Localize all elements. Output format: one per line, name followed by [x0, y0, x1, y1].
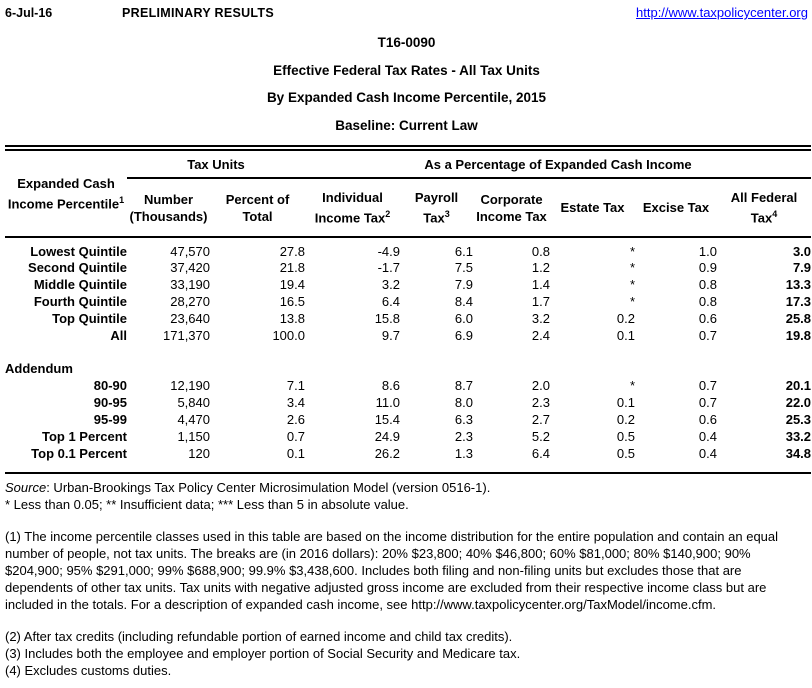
value-cell: 7.5 — [454, 260, 473, 275]
value-cell: 0.7 — [698, 328, 717, 343]
value-cell: 6.0 — [454, 311, 473, 326]
value-cell: 0.5 — [616, 429, 635, 444]
value-cell: 13.3 — [785, 277, 812, 292]
value-cell: * — [629, 378, 635, 393]
value-cell: 1.7 — [531, 294, 550, 309]
col-header-corporate-income-tax: Corporate Income Tax — [473, 178, 550, 237]
value-cell: 17.3 — [785, 294, 812, 309]
value-cell: 0.2 — [616, 412, 635, 427]
value-cell: 33,190 — [170, 277, 210, 292]
value-cell: 0.7 — [286, 429, 305, 444]
table-row-middle-quintile — [5, 276, 811, 293]
value-cell: 1,150 — [177, 429, 210, 444]
group-header-percentage-of-eci: As a Percentage of Expanded Cash Income — [305, 151, 811, 178]
footnote-4: (4) Excludes customs duties. — [5, 663, 172, 678]
footnote-3: (3) Includes both the employee and employer portion of Social Security and Medicare tax. — [5, 646, 521, 661]
value-cell: 2.3 — [454, 429, 473, 444]
value-cell: 0.1 — [286, 446, 305, 461]
col-header-payroll-tax: Payroll Tax$^3$ — [400, 178, 473, 237]
value-cell: 0.2 — [616, 311, 635, 326]
table-number-title: T16-0090 — [377, 35, 436, 50]
value-cell: 2.7 — [531, 412, 550, 427]
value-cell: 5,840 — [177, 395, 210, 410]
value-cell: 47,570 — [170, 244, 210, 259]
value-cell: 120 — [188, 446, 210, 461]
value-cell: 11.0 — [375, 395, 400, 410]
value-cell: 15.8 — [374, 311, 400, 326]
value-cell: 26.2 — [374, 446, 400, 461]
value-cell: 8.7 — [454, 378, 473, 393]
value-cell: 22.0 — [785, 395, 812, 410]
value-cell: 3.0 — [792, 244, 812, 259]
table-row-top-quintile — [5, 310, 811, 327]
value-cell: 25.8 — [785, 311, 812, 326]
row-label: All — [110, 328, 127, 343]
value-cell: 28,270 — [170, 294, 210, 309]
col-header-estate-tax: Estate Tax — [550, 178, 635, 237]
value-cell: 0.8 — [531, 244, 550, 259]
value-cell: 0.1 — [616, 328, 635, 343]
table-row-95-99 — [5, 411, 811, 428]
value-cell: 3.2 — [381, 277, 400, 292]
value-cell: 6.9 — [454, 328, 473, 343]
value-cell: 3.4 — [286, 395, 305, 410]
source-word: Source — [5, 480, 47, 495]
footnotes-section — [5, 480, 811, 679]
value-cell: 19.4 — [279, 277, 305, 292]
footnote-1: (1) The income percentile classes used in this table are based on the income distribution for the entire population and contain an equal number of people, not tax units. The breaks are (in 2016 dollars): 20% $23,800; 40% $46,800; 60% $81,000; 80% $140,900; 90% $204,900; 95% $291,000; 99% $688,900; 99.9% $3,438,600. Includes both filing and non-filing units but excludes those that are dependents of other tax units. Tax units with negative adjusted gross income are excluded from their respective income class but are included in the totals. For a description of expanded cash income, see http://www.taxpolicycenter.org/TaxModel/income.cfm. — [5, 529, 779, 612]
value-cell: * — [629, 260, 635, 275]
tax-rates-table — [5, 151, 811, 474]
value-cell: 6.3 — [454, 412, 473, 427]
table-row-fourth-quintile — [5, 293, 811, 310]
source-line: Source: Urban-Brookings Tax Policy Center Microsimulation Model (version 0516-1). — [5, 480, 491, 495]
value-cell: 9.7 — [381, 328, 400, 343]
table-row-top-1-percent — [5, 428, 811, 445]
value-cell: 7.1 — [286, 378, 305, 393]
table-row-all — [5, 327, 811, 344]
value-cell: 16.5 — [279, 294, 305, 309]
table-row-second-quintile — [5, 259, 811, 276]
row-label: 90-95 — [93, 395, 127, 410]
footnote-ref-4: 4 — [772, 208, 778, 219]
value-cell: 0.8 — [698, 294, 717, 309]
value-cell: 15.4 — [374, 412, 400, 427]
main-title: Effective Federal Tax Rates - All Tax Units — [273, 62, 540, 78]
row-label: Top 0.1 Percent — [31, 446, 127, 461]
value-cell: 8.0 — [454, 395, 473, 410]
row-label: Top Quintile — [52, 311, 127, 326]
value-cell: 2.3 — [531, 395, 550, 410]
table-row-80-90 — [5, 377, 811, 394]
value-cell: 23,640 — [170, 311, 210, 326]
value-cell: 100.0 — [272, 328, 305, 343]
value-cell: 0.9 — [698, 260, 717, 275]
value-cell: * — [629, 277, 635, 292]
value-cell: 0.8 — [698, 277, 717, 292]
footnote-2: (2) After tax credits (including refundable portion of earned income and child tax credits). — [5, 629, 513, 644]
table-row-lowest-quintile — [5, 237, 811, 259]
row-label: Middle Quintile — [33, 277, 127, 292]
value-cell: 33.2 — [785, 429, 812, 444]
value-cell: 12,190 — [170, 378, 210, 393]
value-cell: 8.6 — [381, 378, 400, 393]
value-cell: 0.5 — [616, 446, 635, 461]
row-label: Second Quintile — [28, 260, 127, 275]
value-cell: 6.4 — [381, 294, 400, 309]
table-row-top-0-1-percent — [5, 445, 811, 462]
value-cell: -1.7 — [377, 260, 400, 275]
corner-line2: Income Percentile$^1$ — [7, 194, 125, 212]
spacer-row — [5, 462, 811, 473]
value-cell: 4,470 — [177, 412, 210, 427]
value-cell: 1.4 — [531, 277, 550, 292]
group-header-tax-units: Tax Units — [127, 151, 305, 178]
value-cell: 24.9 — [374, 429, 400, 444]
value-cell: 0.1 — [616, 395, 635, 410]
title-block — [5, 35, 808, 133]
value-cell: 0.7 — [698, 378, 717, 393]
value-cell: 6.1 — [454, 244, 473, 259]
col-header-number-thousands: Number (Thousands) — [127, 178, 210, 237]
value-cell: 37,420 — [170, 260, 210, 275]
value-cell: 5.2 — [531, 429, 550, 444]
row-label: Fourth Quintile — [33, 294, 127, 309]
col-header-excise-tax: Excise Tax — [635, 178, 717, 237]
addendum-header-row — [5, 360, 811, 377]
value-cell: 1.3 — [454, 446, 473, 461]
value-cell: 34.8 — [785, 446, 812, 461]
value-cell: 0.6 — [698, 412, 717, 427]
value-cell: 171,370 — [163, 328, 210, 343]
value-cell: 6.4 — [531, 446, 550, 461]
value-cell: * — [629, 294, 635, 309]
row-label: Top 1 Percent — [41, 429, 127, 444]
col-header-individual-income-tax: Individual Income Tax$^2$ — [305, 178, 400, 237]
value-cell: * — [629, 244, 635, 259]
subtitle: By Expanded Cash Income Percentile, 2015 — [266, 90, 547, 105]
spacer-row — [5, 344, 811, 360]
value-cell: 7.9 — [454, 277, 473, 292]
value-cell: 0.7 — [698, 395, 717, 410]
col-header-expanded-cash-income-percentile — [5, 151, 127, 237]
value-cell: 2.6 — [286, 412, 305, 427]
value-cell: 20.1 — [785, 378, 812, 393]
value-cell: 3.2 — [531, 311, 550, 326]
value-cell: 19.8 — [785, 328, 812, 343]
row-label: 95-99 — [93, 412, 127, 427]
col-header-all-federal-tax: All Federal Tax$^4$ — [717, 178, 811, 237]
value-cell: 0.4 — [698, 429, 717, 444]
value-cell: 13.8 — [279, 311, 305, 326]
top-bar — [5, 5, 808, 20]
baseline-title: Baseline: Current Law — [335, 117, 478, 133]
value-cell: 1.0 — [698, 244, 717, 259]
footnote-ref-2: 2 — [385, 208, 391, 219]
value-cell: 2.4 — [531, 328, 550, 343]
table-row-90-95 — [5, 394, 811, 411]
value-cell: -4.9 — [377, 244, 400, 259]
corner-line1: Expanded Cash — [17, 175, 115, 191]
legend-line: * Less than 0.05; ** Insufficient data; *** Less than 5 in absolute value. — [5, 496, 409, 512]
value-cell: 27.8 — [279, 244, 305, 259]
value-cell: 7.9 — [792, 260, 812, 275]
addendum-label: Addendum — [5, 361, 73, 376]
row-label: 80-90 — [93, 378, 127, 393]
value-cell: 1.2 — [531, 260, 550, 275]
value-cell: 0.4 — [698, 446, 717, 461]
value-cell: 2.0 — [531, 378, 550, 393]
col-header-percent-of-total: Percent of Total — [210, 178, 305, 237]
footnote-ref-1: 1 — [119, 194, 125, 205]
value-cell: 8.4 — [454, 294, 473, 309]
group-header-row — [5, 151, 811, 178]
preliminary-results-label: PRELIMINARY RESULTS — [122, 6, 275, 20]
footnote-ref-3: 3 — [444, 208, 450, 219]
value-cell: 21.8 — [279, 260, 305, 275]
value-cell: 25.3 — [785, 412, 812, 427]
date-label: 6-Jul-16 — [5, 6, 53, 20]
value-cell: 0.6 — [698, 311, 717, 326]
taxpolicycenter-link[interactable]: http://www.taxpolicycenter.org — [636, 5, 808, 20]
row-label: Lowest Quintile — [30, 244, 127, 259]
